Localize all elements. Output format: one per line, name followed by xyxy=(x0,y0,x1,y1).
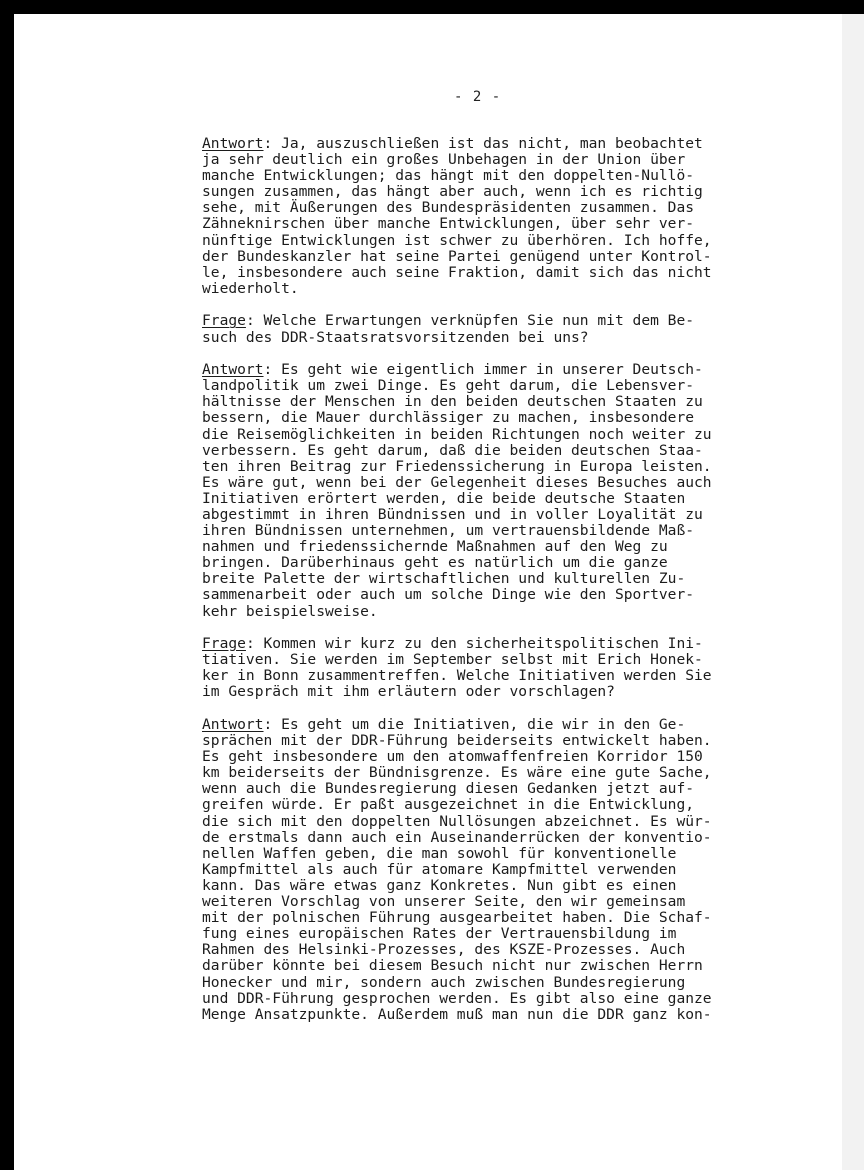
line-text: wenn auch die Bundesregierung diesen Gedanken jetzt auf- xyxy=(202,780,695,798)
paragraph xyxy=(202,717,777,1023)
text-line xyxy=(202,330,777,346)
line-text: ker in Bonn zusammentreffen. Welche Initiativen werden Sie xyxy=(202,667,712,685)
text-line xyxy=(202,733,777,749)
line-text: de erstmals dann auch ein Auseinanderrücken der konventio- xyxy=(202,828,712,846)
line-text: km beiderseits der Bündnisgrenze. Es wäre eine gute Sache, xyxy=(202,764,712,782)
text-line xyxy=(202,249,777,265)
text-line xyxy=(202,265,777,281)
speaker-label: Antwort xyxy=(202,716,264,733)
text-line xyxy=(202,749,777,765)
line-text: : Kommen wir kurz zu den sicherheitspolitischen Ini- xyxy=(245,635,703,653)
text-line xyxy=(202,507,777,523)
text-line xyxy=(202,846,777,862)
text-line xyxy=(202,975,777,991)
line-text: der Bundeskanzler hat seine Partei genügend unter Kontrol- xyxy=(202,247,712,265)
text-line xyxy=(202,926,777,942)
text-line xyxy=(202,797,777,813)
text-line xyxy=(202,878,777,894)
line-text: Zähneknirschen über manche Entwicklungen, über sehr ver- xyxy=(202,215,695,233)
line-text: fung eines europäischen Rates der Vertrauensbildung im xyxy=(202,925,677,943)
line-text: verbessern. Es geht darum, daß die beiden deutschen Staa- xyxy=(202,441,703,459)
line-text: kehr beispielsweise. xyxy=(202,602,378,620)
line-text: such des DDR-Staatsratsvorsitzenden bei uns? xyxy=(202,328,589,346)
line-text: im Gespräch mit ihm erläutern oder vorschlagen? xyxy=(202,683,615,701)
line-text: ten ihren Beitrag zur Friedenssicherung in Europa leisten. xyxy=(202,457,712,475)
line-text: und DDR-Führung gesprochen werden. Es gibt also eine ganze xyxy=(202,989,712,1007)
text-line xyxy=(202,862,777,878)
speaker-label: Antwort xyxy=(202,135,264,152)
line-text: ja sehr deutlich ein großes Unbehagen in der Union über xyxy=(202,151,686,169)
line-text: Es wäre gut, wenn bei der Gelegenheit dieses Besuches auch xyxy=(202,473,712,491)
text-line xyxy=(202,152,777,168)
text-line xyxy=(202,991,777,1007)
document-body xyxy=(202,136,777,1039)
text-line xyxy=(202,814,777,830)
text-line xyxy=(202,443,777,459)
line-text: : Welche Erwartungen verknüpfen Sie nun mit dem Be- xyxy=(245,312,695,330)
line-text: breite Palette der wirtschaftlichen und kulturellen Zu- xyxy=(202,570,686,588)
line-text: die Reisemöglichkeiten in beiden Richtungen noch weiter zu xyxy=(202,425,712,443)
text-line xyxy=(202,894,777,910)
line-text: sungen zusammen, das hängt aber auch, wenn ich es richtig xyxy=(202,183,703,201)
text-line xyxy=(202,781,777,797)
line-text: sehe, mit Äußerungen des Bundespräsidenten zusammen. Das xyxy=(202,199,695,217)
line-text: Rahmen des Helsinki-Prozesses, des KSZE-Prozesses. Auch xyxy=(202,941,686,959)
line-text: weiteren Vorschlag von unserer Seite, den wir gemeinsam xyxy=(202,893,686,911)
line-text: bringen. Darüberhinaus geht es natürlich um die ganze xyxy=(202,554,668,572)
line-text: mit der polnischen Führung ausgearbeitet haben. Die Schaf- xyxy=(202,909,712,927)
line-text: sprächen mit der DDR-Führung beiderseits entwickelt haben. xyxy=(202,732,712,750)
text-line xyxy=(202,378,777,394)
paragraph xyxy=(202,636,777,700)
text-line xyxy=(202,765,777,781)
line-text: manche Entwicklungen; das hängt mit den doppelten-Nullö- xyxy=(202,167,695,185)
text-line xyxy=(202,636,777,652)
text-line xyxy=(202,523,777,539)
text-line xyxy=(202,587,777,603)
text-line xyxy=(202,184,777,200)
speaker-label: Frage xyxy=(202,312,246,330)
line-text: tiativen. Sie werden im September selbst mit Erich Honek- xyxy=(202,651,703,669)
text-line xyxy=(202,459,777,475)
text-line xyxy=(202,394,777,410)
speaker-label: Antwort xyxy=(202,361,264,379)
text-line xyxy=(202,539,777,555)
line-text: abgestimmt in ihren Bündnissen und in voller Loyalität zu xyxy=(202,505,703,523)
text-line xyxy=(202,491,777,507)
line-text: : Ja, auszuschließen ist das nicht, man beobachtet xyxy=(263,135,703,152)
text-line xyxy=(202,1007,777,1023)
line-text: Initiativen erörtert werden, die beide deutsche Staaten xyxy=(202,489,686,507)
text-line xyxy=(202,571,777,587)
line-text: Kampfmittel als auch für atomare Kampfmittel verwenden xyxy=(202,860,677,878)
text-line xyxy=(202,475,777,491)
line-text: : Es geht wie eigentlich immer in unserer Deutsch- xyxy=(263,361,703,379)
text-line xyxy=(202,281,777,297)
speaker-label: Frage xyxy=(202,635,246,653)
line-text: nünftige Entwicklungen ist schwer zu überhören. Ich hoffe, xyxy=(202,231,712,249)
text-line xyxy=(202,168,777,184)
text-line xyxy=(202,652,777,668)
document-page xyxy=(14,14,828,1170)
line-text: sammenarbeit oder auch um solche Dinge wie den Sportver- xyxy=(202,586,695,604)
text-line xyxy=(202,427,777,443)
line-text: ihren Bündnissen unternehmen, um vertrauensbildende Maß- xyxy=(202,522,695,540)
text-line xyxy=(202,910,777,926)
text-line xyxy=(202,216,777,232)
line-text: Honecker und mir, sondern auch zwischen Bundesregierung xyxy=(202,973,686,991)
text-line xyxy=(202,555,777,571)
text-line xyxy=(202,200,777,216)
line-text: nahmen und friedenssichernde Maßnahmen auf den Weg zu xyxy=(202,538,668,556)
line-text: bessern, die Mauer durchlässiger zu machen, insbesondere xyxy=(202,409,695,427)
text-line xyxy=(202,136,777,152)
text-line xyxy=(202,233,777,249)
text-line xyxy=(202,958,777,974)
text-line xyxy=(202,684,777,700)
line-text: wiederholt. xyxy=(202,279,299,297)
text-line xyxy=(202,362,777,378)
line-text: : Es geht um die Initiativen, die wir in den Ge- xyxy=(263,716,686,733)
paragraph xyxy=(202,136,777,297)
line-text: kann. Das wäre etwas ganz Konkretes. Nun gibt es einen xyxy=(202,876,677,894)
line-text: nellen Waffen geben, die man sowohl für konventionelle xyxy=(202,844,677,862)
page-number: - 2 - xyxy=(454,89,502,105)
line-text: die sich mit den doppelten Nullösungen abzeichnet. Es wür- xyxy=(202,812,712,830)
scan-edge xyxy=(828,14,864,1170)
line-text: Es geht insbesondere um den atomwaffenfreien Korridor 150 xyxy=(202,748,703,766)
line-text: landpolitik um zwei Dinge. Es geht darum, die Lebensver- xyxy=(202,377,695,395)
line-text: greifen würde. Er paßt ausgezeichnet in die Entwicklung, xyxy=(202,796,695,814)
text-line xyxy=(202,313,777,329)
text-line xyxy=(202,604,777,620)
paragraph xyxy=(202,313,777,345)
text-line xyxy=(202,668,777,684)
text-line xyxy=(202,942,777,958)
line-text: darüber könnte bei diesem Besuch nicht nur zwischen Herrn xyxy=(202,957,703,975)
line-text: le, insbesondere auch seine Fraktion, damit sich das nicht xyxy=(202,263,712,281)
text-line xyxy=(202,410,777,426)
text-line xyxy=(202,717,777,733)
scan-edge-shade xyxy=(842,14,864,1170)
line-text: Menge Ansatzpunkte. Außerdem muß man nun die DDR ganz kon- xyxy=(202,1005,712,1023)
line-text: hältnisse der Menschen in den beiden deutschen Staaten zu xyxy=(202,393,703,411)
text-line xyxy=(202,830,777,846)
paragraph xyxy=(202,362,777,620)
